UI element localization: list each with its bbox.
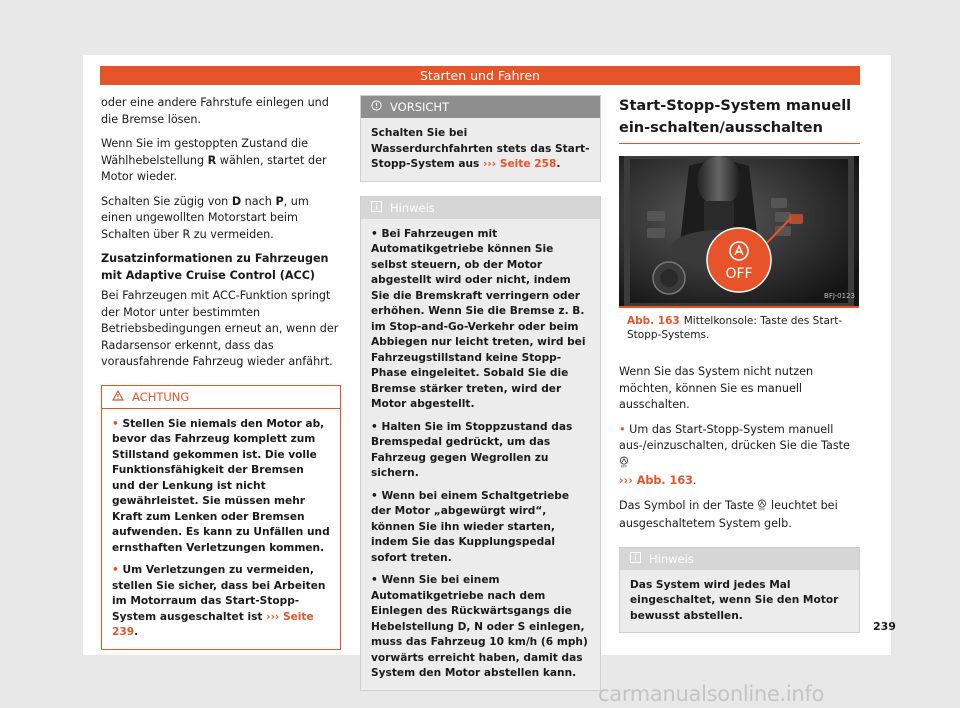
caution-circle-icon (371, 96, 382, 118)
warning-body (102, 409, 340, 649)
paragraph: oder eine andere Fahrstufe einlegen und die Bremse lösen. (101, 96, 329, 126)
paragraph: Wenn Sie das System nicht nutzen möchten, können Sie es manuell ausschalten. (619, 365, 814, 411)
watermark: carmanualsonline.info (598, 682, 825, 706)
caution-header: VORSICHT (361, 96, 600, 118)
note-body (361, 219, 600, 690)
column-left (101, 95, 341, 650)
info-icon (371, 197, 382, 219)
figure-code: BFJ-0123 (824, 291, 855, 300)
note-box (360, 196, 601, 691)
warning-bullet: • Um Verletzungen zu vermeiden, stellen Sie sicher, dass bei Arbeiten im Motorraum das Start-Stopp-System ausgeschaltet ist ››› Seite 239. (112, 564, 326, 638)
page-link[interactable]: ››› Seite 258 (483, 158, 557, 170)
note-bullet: • Wenn Sie bei einem Automatikgetriebe nach dem Einlegen des Rückwärtsgangs die Hebelstellung D, N oder S einlegen, muss das Fahrzeug 10 km/h (6 mph) vorwärts erreicht haben, damit das System den Motor abstellen kann. (371, 574, 588, 679)
section-heading: Start-Stopp-System manuell ein-schalten/ausschalten (619, 95, 860, 144)
caution-box (360, 95, 601, 182)
figure-link[interactable]: ››› Abb. 163 (619, 474, 693, 487)
note-header: Hinweis (361, 197, 600, 219)
subheading-acc: Zusatzinformationen zu Fahrzeugen mit Adaptive Cruise Control (ACC) (101, 252, 329, 282)
paragraph: Wenn Sie im gestoppten Zustand die Wählhebelstellung R wählen, startet der Motor wieder. (101, 137, 327, 183)
note-box-right (619, 547, 860, 634)
info-icon (630, 548, 641, 570)
warning-triangle-icon (112, 386, 124, 408)
start-stop-off-label: OFF (725, 266, 753, 282)
figure-center-console (619, 156, 859, 306)
paragraph: Das Symbol in der Taste OFF leuchtet bei ausgeschaltetem System gelb. (619, 498, 838, 530)
paragraph: Schalten Sie zügig von D nach P, um einen ungewollten Motorstart beim Schalten über R zu vermeiden. (101, 194, 309, 241)
note-bullet: • Wenn bei einem Schaltgetriebe der Motor „abgewürgt wird“, können Sie ihn wieder starten, indem Sie das Kupplungspedal sofort treten. (371, 489, 570, 564)
auto-off-icon (619, 456, 629, 474)
warning-box (101, 385, 341, 650)
note-header: Hinweis (620, 548, 859, 570)
note-body: Das System wird jedes Mal eingeschaltet, wenn Sie den Motor bewusst abstellen. (620, 570, 859, 633)
warning-header: ACHTUNG (102, 386, 340, 409)
note-bullet: • Halten Sie im Stoppzustand das Bremspedal gedrückt, um das Fahrzeug gegen Wegrollen zu sichern. (371, 420, 573, 479)
page-link[interactable]: ››› Seite 239 (112, 610, 314, 638)
figure-caption: Abb. 163 Mittelkonsole: Taste des Start-Stopp-Systems. (619, 306, 859, 342)
column-right (619, 95, 860, 633)
section-header: Starten und Fahren (100, 66, 860, 85)
caution-body: Schalten Sie bei Wasserdurchfahrten stets das Start-Stopp-System aus ››› Seite 258. (361, 118, 600, 181)
paragraph: • Um das Start-Stopp-System manuell aus-/einzuschalten, drücken Sie die Taste OFF ››› Abb. 163. (619, 422, 850, 487)
note-bullet: • Bei Fahrzeugen mit Automatikgetriebe können Sie selbst steuern, ob der Motor abgestellt wird oder nicht, indem Sie die Bremskraft verringern oder erhöhen. Wenn Sie die Bremse z. B. im Stop-and-Go-Verkehr oder beim Abbiegen nur leicht treten, wird bei Fahrzeugstillstand keine Stopp-Phase eingeleitet. Sobald Sie die Bremse stärker treten, wird der Motor abgestellt. (371, 227, 586, 410)
svg-text:OFF: OFF (620, 464, 628, 468)
auto-off-icon (757, 499, 767, 517)
paragraph: Bei Fahrzeugen mit ACC-Funktion springt der Motor unter bestimmten Betriebsbedingungen erneut an, wenn der Radarsensor erkennt, dass das vorausfahrende Fahrzeug wieder anfährt. (101, 289, 339, 368)
column-middle (360, 95, 601, 691)
svg-text:OFF: OFF (759, 507, 766, 511)
console-illustration (619, 156, 859, 306)
page-number: 239 (873, 620, 896, 633)
warning-bullet: • Stellen Sie niemals den Motor ab, bevor das Fahrzeug komplett zum Stillstand gekommen ist. Die volle Funktionsfähigkeit der Bremsen und der Lenkung ist nicht gewährleistet. Sie müssen mehr Kraft zum Lenken oder Bremsen aufwenden. Es kann zu Unfällen und ernsthaften Verletzungen kommen. (112, 417, 330, 554)
